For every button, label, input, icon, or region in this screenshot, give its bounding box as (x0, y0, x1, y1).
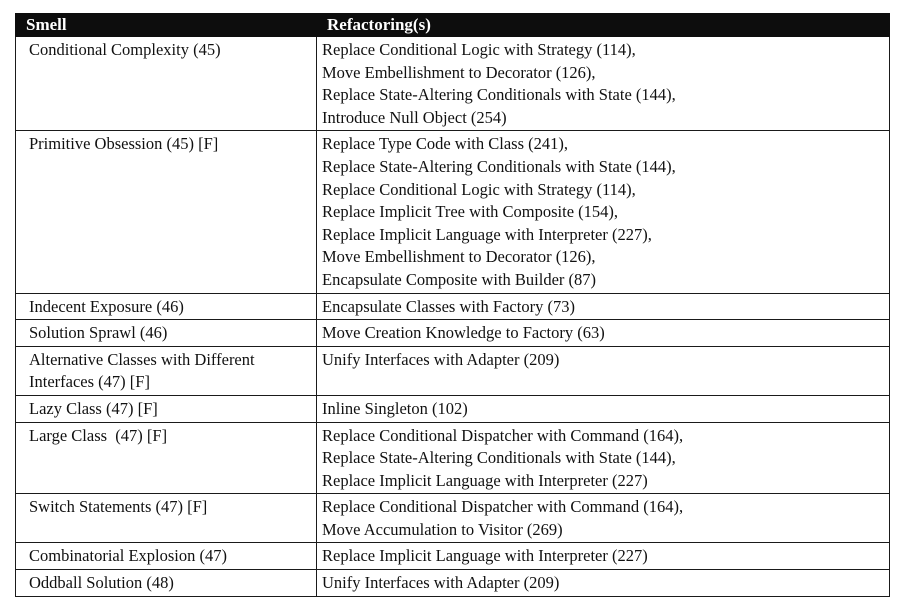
smell-cell: Solution Sprawl (46) (16, 320, 317, 347)
refactorings-cell (317, 346, 890, 395)
refactoring-item: Replace Implicit Tree with Composite (154), (322, 202, 619, 222)
refactoring-item: Move Creation Knowledge to Factory (63) (322, 323, 605, 343)
table-row (16, 131, 890, 293)
table-header (16, 14, 890, 37)
refactoring-item: Replace Conditional Logic with Strategy (114), (322, 40, 636, 59)
refactoring-item: Encapsulate Classes with Factory (73) (322, 296, 575, 316)
table-row (16, 494, 890, 543)
refactorings-cell (317, 37, 890, 131)
table-row (16, 543, 890, 570)
refactoring-item: Replace Conditional Dispatcher with Command (164), (322, 497, 684, 517)
refactorings-cell (317, 570, 890, 597)
refactoring-item: Replace State-Altering Conditionals with State (144), (322, 156, 676, 176)
refactoring-item: Move Embellishment to Decorator (126), (322, 62, 596, 82)
refactorings-cell (317, 422, 890, 494)
refactoring-item: Move Accumulation to Visitor (269) (322, 519, 563, 539)
refactorings-cell (317, 320, 890, 347)
refactoring-item: Replace State-Altering Conditionals with State (144), (322, 448, 676, 468)
smell-cell: Indecent Exposure (46) (16, 293, 317, 320)
table-row (16, 422, 890, 494)
smell-cell: Combinatorial Explosion (47) (16, 543, 317, 570)
refactorings-cell (317, 131, 890, 293)
refactorings-cell (317, 494, 890, 543)
smell-cell: Primitive Obsession (45) [F] (16, 131, 317, 293)
refactoring-item: Introduce Null Object (254) (322, 107, 507, 127)
smells-refactorings-table (15, 13, 890, 597)
smell-cell: Lazy Class (47) [F] (16, 395, 317, 422)
header-refactorings: Refactoring(s) (317, 14, 890, 37)
refactoring-item: Encapsulate Composite with Builder (87) (322, 269, 597, 289)
refactorings-cell (317, 395, 890, 422)
smell-cell: Large Class (47) [F] (16, 422, 317, 494)
refactoring-item: Replace Conditional Dispatcher with Command (164), (322, 425, 684, 445)
table-row (16, 346, 890, 395)
table-body (16, 37, 890, 597)
refactoring-item: Move Embellishment to Decorator (126), (322, 247, 596, 267)
refactoring-item: Replace Implicit Language with Interpreter (227) (322, 470, 648, 490)
refactoring-item: Replace Implicit Language with Interpreter (227), (322, 224, 652, 244)
refactoring-item: Inline Singleton (102) (322, 398, 468, 418)
refactoring-item: Replace Implicit Language with Interpreter (227) (322, 546, 648, 566)
refactorings-cell (317, 543, 890, 570)
refactoring-item: Replace Conditional Logic with Strategy (114), (322, 179, 636, 199)
smell-cell: Alternative Classes with Different Interfaces (47) [F] (16, 346, 317, 395)
refactoring-item: Unify Interfaces with Adapter (209) (322, 573, 560, 593)
table-row (16, 320, 890, 347)
table-row (16, 570, 890, 597)
header-smell: Smell (16, 14, 317, 37)
refactorings-cell (317, 293, 890, 320)
table-row (16, 293, 890, 320)
smell-cell: Oddball Solution (48) (16, 570, 317, 597)
table-row (16, 37, 890, 131)
refactoring-item: Replace State-Altering Conditionals with State (144), (322, 85, 676, 105)
smell-cell: Conditional Complexity (45) (16, 37, 317, 131)
header-row (16, 14, 890, 37)
refactoring-item: Unify Interfaces with Adapter (209) (322, 349, 560, 369)
table-row (16, 395, 890, 422)
smell-cell: Switch Statements (47) [F] (16, 494, 317, 543)
refactoring-item: Replace Type Code with Class (241), (322, 134, 568, 154)
